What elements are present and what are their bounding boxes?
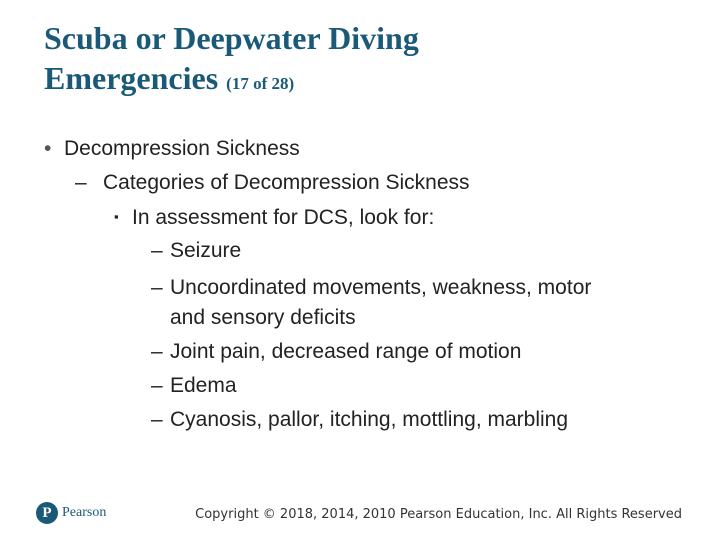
bullet-text: Decompression Sickness: [64, 137, 300, 160]
dash-icon: –: [151, 276, 163, 299]
title-line-1: Scuba or Deepwater Diving: [44, 20, 419, 56]
pearson-logo: [36, 502, 106, 524]
bullet-level-3: [114, 204, 434, 231]
list-item: [151, 373, 237, 399]
pearson-logo-icon: P: [36, 502, 58, 524]
bullet-level-2: [75, 170, 470, 196]
slide-title: [44, 18, 419, 104]
footer: [36, 502, 682, 528]
dash-icon: –: [151, 239, 163, 262]
slide-counter: (17 of 28): [226, 74, 295, 93]
bullet-text: Categories of Decompression Sickness: [103, 171, 470, 194]
list-item: [151, 238, 241, 264]
item-text: Cyanosis, pallor, itching, mottling, marbling: [170, 408, 569, 431]
list-item-continuation: [151, 305, 356, 331]
dash-icon: –: [75, 171, 87, 194]
dash-icon: –: [151, 340, 163, 363]
square-bullet-icon: ▪: [114, 209, 119, 224]
title-line-2: [44, 58, 419, 104]
list-item: [151, 407, 568, 433]
item-text: and sensory deficits: [170, 306, 356, 329]
title-text: Emergencies: [44, 60, 219, 96]
bullet-dot-icon: •: [44, 137, 52, 160]
dash-icon: –: [151, 408, 163, 431]
copyright-text: Copyright © 2018, 2014, 2010 Pearson Education, Inc. All Rights Reserved: [195, 507, 682, 522]
list-item: [151, 339, 521, 365]
item-text: Edema: [170, 374, 237, 397]
list-item: [151, 275, 591, 301]
logo-text: Pearson: [62, 505, 107, 520]
dash-icon: –: [151, 374, 163, 397]
item-text: Seizure: [170, 239, 242, 262]
item-text: Joint pain, decreased range of motion: [170, 340, 522, 363]
bullet-text: In assessment for DCS, look for:: [132, 206, 435, 229]
bullet-level-1: [44, 136, 300, 162]
item-text: Uncoordinated movements, weakness, motor: [170, 276, 592, 299]
